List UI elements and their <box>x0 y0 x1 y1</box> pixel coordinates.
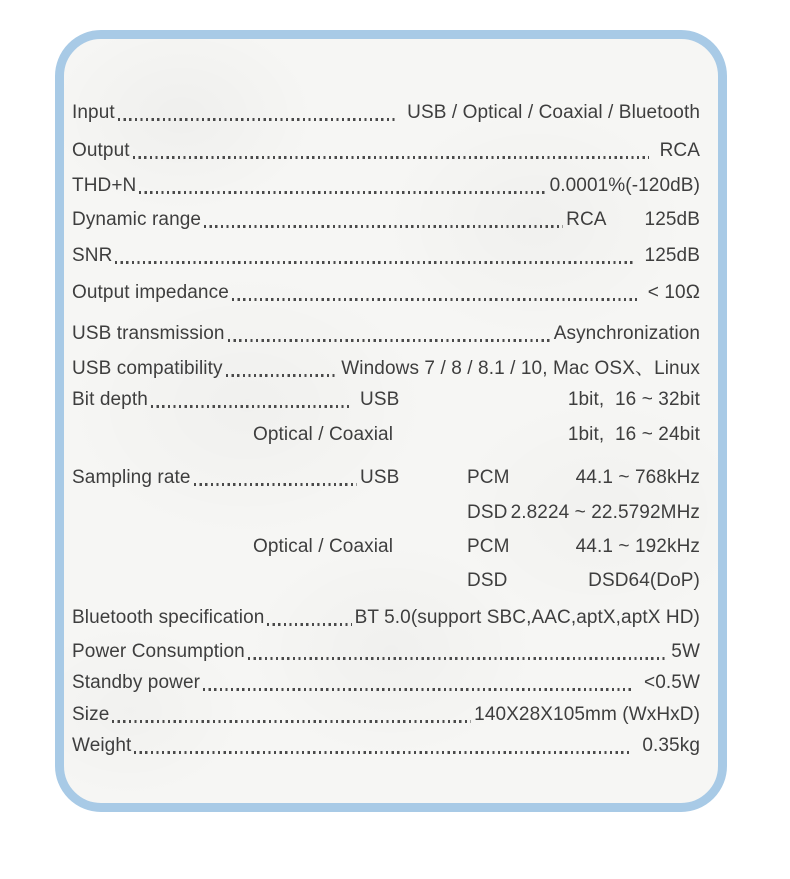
row-value: Asynchronization <box>553 323 700 344</box>
row-midlabel: DSD <box>467 570 508 591</box>
row-label: Size <box>72 704 110 725</box>
row-value: 44.1 ~ 768kHz <box>575 467 700 488</box>
spec-card <box>55 30 727 812</box>
row-midlabel: PCM <box>467 536 510 557</box>
dotted-leader <box>232 298 637 301</box>
row-prevalue: RCA <box>566 209 607 230</box>
dotted-leader <box>267 623 351 626</box>
row-label: USB compatibility <box>72 358 223 379</box>
row-label: Sampling rate <box>72 467 191 488</box>
row-label: Bluetooth specification <box>72 607 265 628</box>
row-sublabel: Optical / Coaxial <box>253 536 394 557</box>
row-label: Bit depth <box>72 389 148 410</box>
spec-row-power-consumption <box>72 640 700 664</box>
spec-row-sampling-rate-optical-dsd <box>72 569 700 593</box>
dotted-leader <box>118 118 396 121</box>
dotted-leader <box>204 225 563 228</box>
spec-row-size <box>72 703 700 727</box>
dotted-leader <box>139 191 546 194</box>
spec-row-sampling-rate-usb-dsd <box>72 501 700 525</box>
row-value: 5W <box>671 641 700 662</box>
spec-row-snr <box>72 244 700 268</box>
dotted-leader <box>226 374 339 377</box>
row-label: Output impedance <box>72 282 229 303</box>
row-value: 125dB <box>644 209 700 230</box>
row-label: USB transmission <box>72 323 225 344</box>
dotted-leader <box>133 156 649 159</box>
row-value: BT 5.0(support SBC,AAC,aptX,aptX HD) <box>354 607 700 628</box>
spec-row-bluetooth-specification <box>72 606 700 630</box>
spec-row-sampling-rate-optical-pcm <box>72 535 700 559</box>
row-value: <0.5W <box>644 672 700 693</box>
dotted-leader <box>203 688 633 691</box>
spec-row-output-impedance <box>72 281 700 305</box>
row-value: USB / Optical / Coaxial / Bluetooth <box>407 102 700 123</box>
row-value: RCA <box>659 140 700 161</box>
row-label: Dynamic range <box>72 209 202 230</box>
spec-row-thd-n <box>72 174 700 198</box>
dotted-leader <box>151 405 349 408</box>
spec-row-output <box>72 139 700 163</box>
dotted-leader <box>248 657 669 660</box>
row-value: 0.0001%(-120dB) <box>549 175 700 196</box>
row-value: DSD64(DoP) <box>588 570 700 591</box>
spec-row-standby-power <box>72 671 700 695</box>
row-value: 140X28X105mm (WxHxD) <box>474 704 700 725</box>
row-value: 0.35kg <box>642 735 700 756</box>
row-value: 2.8224 ~ 22.5792MHz <box>510 502 700 523</box>
row-value: 125dB <box>644 245 700 266</box>
row-label-leader <box>72 466 360 490</box>
spec-row-weight <box>72 734 700 758</box>
row-value: < 10Ω <box>647 282 700 303</box>
row-value: 1bit, 16 ~ 32bit <box>567 389 700 410</box>
row-midlabel: PCM <box>467 467 510 488</box>
row-label: Output <box>72 140 130 161</box>
row-label: Power Consumption <box>72 641 245 662</box>
spec-row-usb-compatibility <box>72 357 700 381</box>
dotted-leader <box>112 720 471 723</box>
spec-row-input <box>72 101 700 125</box>
row-value: 1bit, 16 ~ 24bit <box>567 424 700 445</box>
spec-row-sampling-rate-usb-pcm <box>72 466 700 490</box>
row-sublabel: USB <box>360 467 400 488</box>
row-midlabel: DSD <box>467 502 508 523</box>
spec-row-dynamic-range <box>72 208 700 232</box>
spec-row-bit-depth-usb <box>72 388 700 412</box>
dotted-leader <box>115 261 633 264</box>
spec-row-usb-transmission <box>72 322 700 346</box>
row-label-leader <box>72 388 352 412</box>
row-sublabel: USB <box>360 389 400 410</box>
row-label: Weight <box>72 735 132 756</box>
spec-row-bit-depth-optical-coaxial <box>72 423 700 447</box>
row-value: 44.1 ~ 192kHz <box>575 536 700 557</box>
row-label: SNR <box>72 245 113 266</box>
row-label: Standby power <box>72 672 201 693</box>
row-value: Windows 7 / 8 / 8.1 / 10, Mac OSX、Linux <box>341 358 700 379</box>
row-label: Input <box>72 102 115 123</box>
row-sublabel: Optical / Coaxial <box>253 424 394 445</box>
dotted-leader <box>228 339 551 342</box>
dotted-leader <box>134 751 631 754</box>
dotted-leader <box>194 483 357 486</box>
row-label: THD+N <box>72 175 137 196</box>
